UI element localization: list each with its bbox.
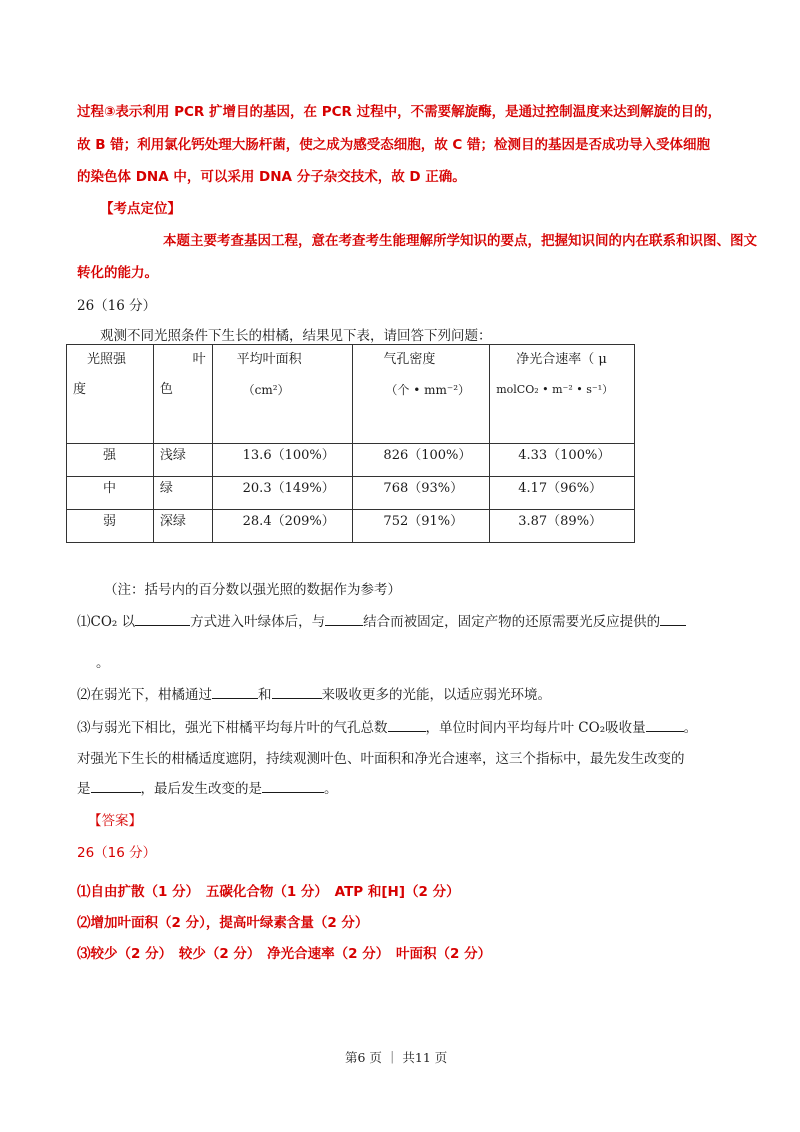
table-row <box>67 510 635 543</box>
explanation-line-3: 的染色体 DNA 中，可以采用 DNA 分子杂交技术，故 D 正确。 <box>77 169 466 185</box>
q3-text-a: ⑶与弱光下相比，强光下柑橘平均每片叶的气孔总数 <box>77 720 388 736</box>
cell-color: 深绿 <box>153 510 212 543</box>
table-header-row <box>67 345 635 444</box>
answer-label: 【答案】 <box>88 813 142 829</box>
question-intro: 观测不同光照条件下生长的柑橘，结果见下表，请回答下列问题： <box>100 328 492 344</box>
q2-blank-2[interactable] <box>272 686 322 699</box>
table-row <box>67 444 635 477</box>
cell-area: 20.3（149%） <box>212 477 353 510</box>
header-net-rate: 净光合速率（ μ molCO₂ • m⁻² • s⁻¹） <box>490 345 635 444</box>
cell-stomata: 826（100%） <box>353 444 490 477</box>
q2-text-c: 来吸收更多的光能，以适应弱光环境。 <box>321 687 551 703</box>
q2-blank-1[interactable] <box>212 686 258 699</box>
cell-rate: 4.33（100%） <box>490 444 635 477</box>
q3-blank-4[interactable] <box>262 780 324 793</box>
q1-text-b: 方式进入叶绿体后，与 <box>190 614 326 630</box>
q3-line-2: 对强光下生长的柑橘适度遮阴，持续观测叶色、叶面积和净光合速率，这三个指标中，最先发生改变的 <box>77 751 685 767</box>
answer-line-1: ⑴自由扩散（1 分） 五碳化合物（1 分） ATP 和[H]（2 分） <box>77 884 460 900</box>
table-row <box>67 477 635 510</box>
cell-light: 弱 <box>67 510 154 543</box>
explanation-para-1: 本题主要考查基因工程，意在考查考生能理解所学知识的要点，把握知识间的内在联系和识图、图文 <box>163 233 757 249</box>
cell-area: 13.6（100%） <box>212 444 353 477</box>
q3-l3-text-b: ，最后发生改变的是 <box>140 781 262 797</box>
header-light: 光照强 度 <box>67 345 154 444</box>
cell-color: 浅绿 <box>153 444 212 477</box>
question-number: 26（16 分） <box>77 298 157 314</box>
answer-line-3: ⑶较少（2 分） 较少（2 分） 净光合速率（2 分） 叶面积（2 分） <box>77 946 492 962</box>
cell-rate: 4.17（96%） <box>490 477 635 510</box>
data-table <box>66 344 635 543</box>
q1-text-a: ⑴CO₂ 以 <box>77 614 136 630</box>
q1-line <box>77 610 686 630</box>
q1-text-c: 结合而被固定，固定产物的还原需要光反应提供的 <box>363 614 661 630</box>
q1-blank-2[interactable] <box>325 613 363 626</box>
q3-line-1 <box>77 716 697 736</box>
q3-blank-1[interactable] <box>388 719 426 732</box>
q3-text-b: ，单位时间内平均每片叶 CO₂吸收量 <box>425 720 646 736</box>
cell-stomata: 768（93%） <box>353 477 490 510</box>
explanation-para-2: 转化的能力。 <box>77 265 158 281</box>
q3-l3-text-a: 是 <box>77 781 91 797</box>
q3-l3-text-c: 。 <box>324 781 338 797</box>
cell-light: 中 <box>67 477 154 510</box>
answer-line-2: ⑵增加叶面积（2 分），提高叶绿素含量（2 分） <box>77 915 369 931</box>
cell-area: 28.4（209%） <box>212 510 353 543</box>
header-leaf-color: 叶 色 <box>153 345 212 444</box>
q3-text-c: 。 <box>683 720 698 736</box>
explanation-line-1: 过程③表示利用 PCR 扩增目的基因，在 PCR 过程中，不需要解旋酶，是通过控制温度来达到解旋的目的， <box>77 104 722 120</box>
q1-end: 。 <box>96 655 110 671</box>
section-label-kaodian: 【考点定位】 <box>100 201 181 217</box>
q3-line-3 <box>77 777 338 797</box>
q1-blank-1[interactable] <box>135 613 190 626</box>
explanation-line-2: 故 B 错；利用氯化钙处理大肠杆菌，使之成为感受态细胞，故 C 错；检测目的基因是否成功导入受体细胞 <box>77 137 710 153</box>
table-note: （注：括号内的百分数以强光照的数据作为参考） <box>104 582 401 598</box>
page-footer: 第6 页 ｜ 共11 页 <box>345 1050 448 1065</box>
answer-number: 26（16 分） <box>77 845 157 861</box>
cell-light: 强 <box>67 444 154 477</box>
q2-text-a: ⑵在弱光下，柑橘通过 <box>77 687 212 703</box>
cell-color: 绿 <box>153 477 212 510</box>
cell-stomata: 752（91%） <box>353 510 490 543</box>
q3-blank-3[interactable] <box>91 780 141 793</box>
q1-blank-3[interactable] <box>660 613 686 626</box>
q2-line <box>77 683 551 703</box>
header-stomata: 气孔密度 （个 • mm⁻²） <box>353 345 490 444</box>
header-leaf-area: 平均叶面积 （cm²） <box>212 345 353 444</box>
q3-blank-2[interactable] <box>646 719 684 732</box>
cell-rate: 3.87（89%） <box>490 510 635 543</box>
q2-text-b: 和 <box>258 687 272 703</box>
